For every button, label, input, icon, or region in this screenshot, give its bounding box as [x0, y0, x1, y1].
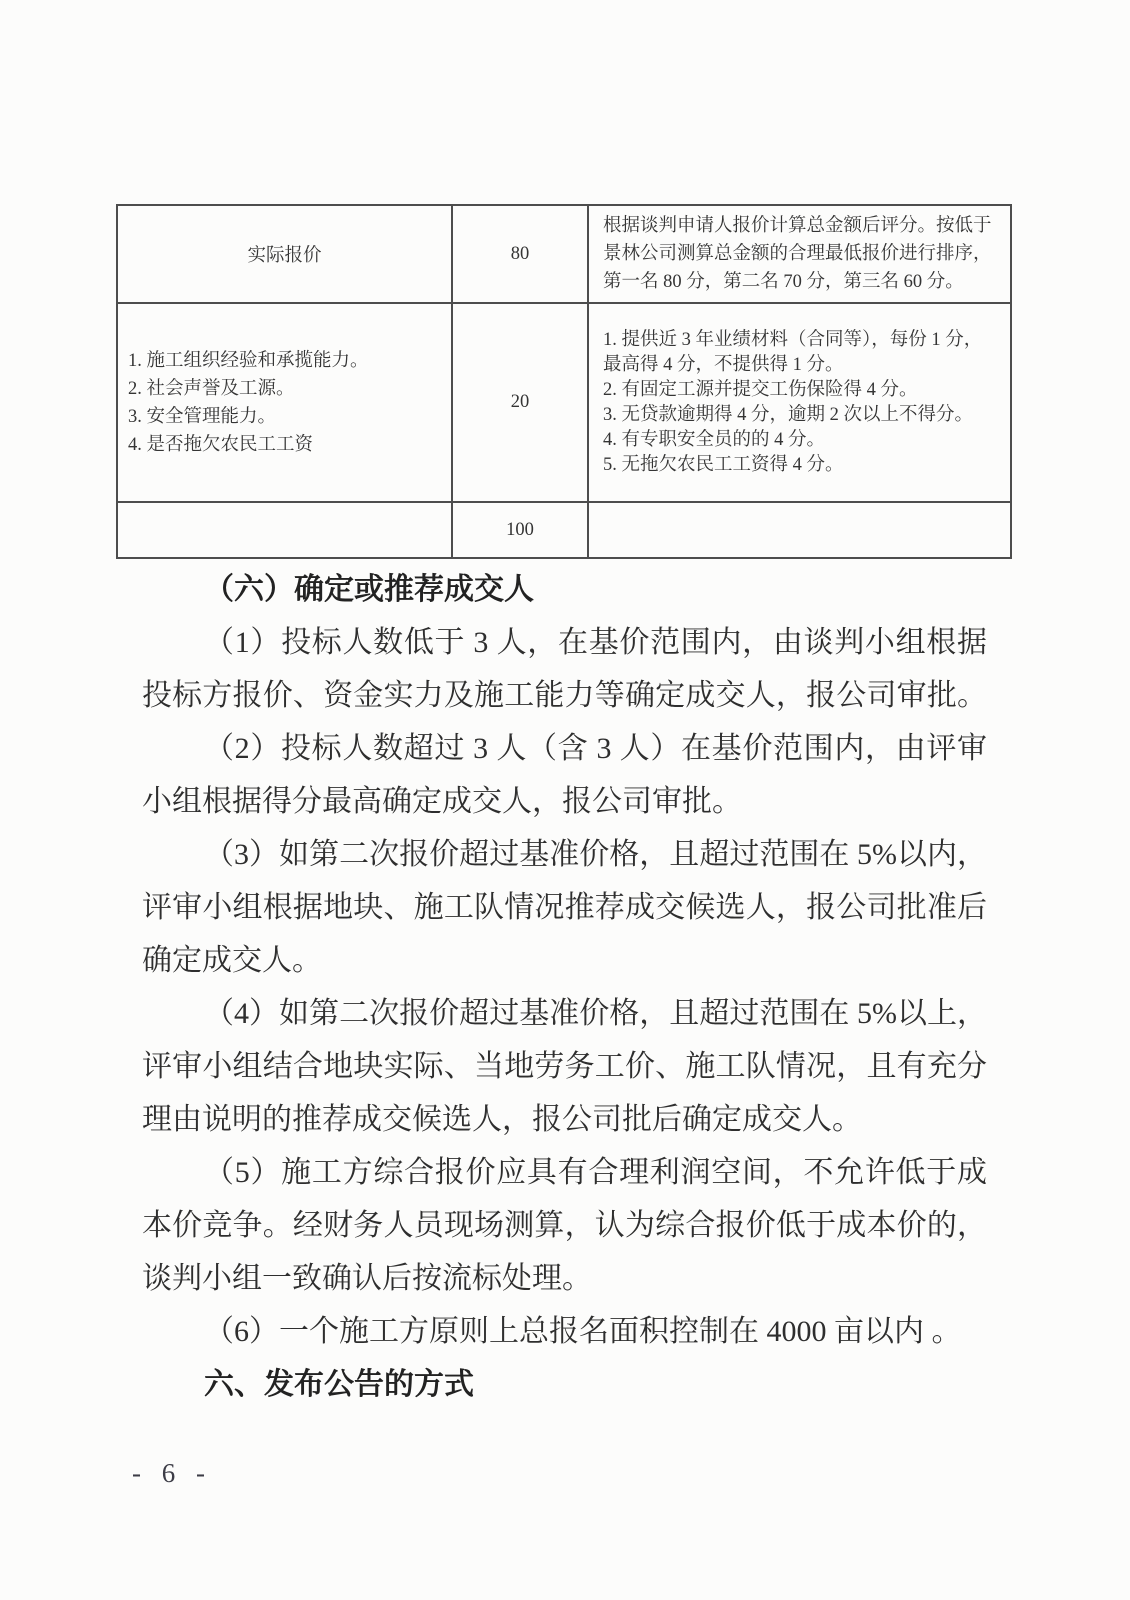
criteria-cell — [117, 303, 452, 502]
score-cell: 80 — [452, 205, 588, 303]
paragraph-line: 谈判小组一致确认后按流标处理。 — [142, 1262, 592, 1295]
document-body — [142, 563, 987, 1411]
total-score-cell: 100 — [452, 502, 588, 558]
next-section-heading: 六、发布公告的方式 — [204, 1368, 474, 1401]
detail-line: 2. 有固定工源并提交工伤保险得 4 分。 — [603, 379, 918, 400]
table-row — [117, 303, 1011, 502]
detail-line: 3. 无贷款逾期得 4 分，逾期 2 次以上不得分。 — [603, 404, 974, 425]
table-row — [117, 205, 1011, 303]
table-row — [117, 502, 1011, 558]
detail-line: 4. 有专职安全员的的 4 分。 — [603, 429, 826, 450]
paragraph-line: （4）如第二次报价超过基准价格，且超过范围在 5%以上， — [204, 997, 987, 1030]
section-heading: （六）确定或推荐成交人 — [204, 573, 534, 606]
criteria-line: 3. 安全管理能力。 — [128, 406, 277, 427]
score-cell: 20 — [452, 303, 588, 502]
paragraph-line: 评审小组结合地块实际、当地劳务工价、施工队情况，且有充分 — [142, 1050, 987, 1083]
criteria-line: 1. 施工组织经验和承揽能力。 — [128, 350, 369, 371]
criteria-line: 2. 社会声誉及工源。 — [128, 378, 295, 399]
paragraph-line: （5）施工方综合报价应具有合理利润空间，不允许低于成 — [204, 1156, 987, 1189]
page-number: - 6 - — [132, 1458, 212, 1488]
paragraph-line: （1）投标人数低于 3 人，在基价范围内，由谈判小组根据 — [204, 626, 987, 659]
detail-line: 第一名 80 分，第二名 70 分，第三名 60 分。 — [603, 272, 964, 292]
paragraph-line: （3）如第二次报价超过基准价格，且超过范围在 5%以内， — [204, 838, 987, 871]
paragraph-line: （2）投标人数超过 3 人（含 3 人）在基价范围内，由评审 — [204, 732, 987, 765]
paragraph-line: 本价竞争。经财务人员现场测算，认为综合报价低于成本价的， — [142, 1209, 987, 1242]
paragraph-line: 理由说明的推荐成交候选人，报公司批后确定成交人。 — [142, 1103, 862, 1136]
paragraph-line: 小组根据得分最高确定成交人，报公司审批。 — [142, 785, 742, 818]
detail-line: 根据谈判申请人报价计算总金额后评分。按低于 — [603, 216, 992, 236]
detail-cell — [588, 303, 1011, 502]
criteria-cell: 实际报价 — [117, 205, 452, 303]
detail-cell — [588, 502, 1011, 558]
paragraph-line: 投标方报价、资金实力及施工能力等确定成交人，报公司审批。 — [142, 679, 987, 712]
evaluation-score-table — [116, 204, 1012, 559]
criteria-cell — [117, 502, 452, 558]
detail-cell — [588, 205, 1011, 303]
detail-line: 1. 提供近 3 年业绩材料（合同等），每份 1 分， — [603, 329, 983, 350]
detail-line: 最高得 4 分，不提供得 1 分。 — [603, 354, 844, 375]
paragraph-line: 确定成交人。 — [142, 944, 322, 977]
detail-line: 5. 无拖欠农民工工资得 4 分。 — [603, 454, 844, 475]
detail-line: 景林公司测算总金额的合理最低报价进行排序， — [603, 244, 992, 264]
criteria-line: 4. 是否拖欠农民工工资 — [128, 434, 314, 455]
paragraph-line: （6）一个施工方原则上总报名面积控制在 4000 亩以内 。 — [204, 1315, 962, 1348]
paragraph-line: 评审小组根据地块、施工队情况推荐成交候选人，报公司批准后 — [142, 891, 987, 924]
